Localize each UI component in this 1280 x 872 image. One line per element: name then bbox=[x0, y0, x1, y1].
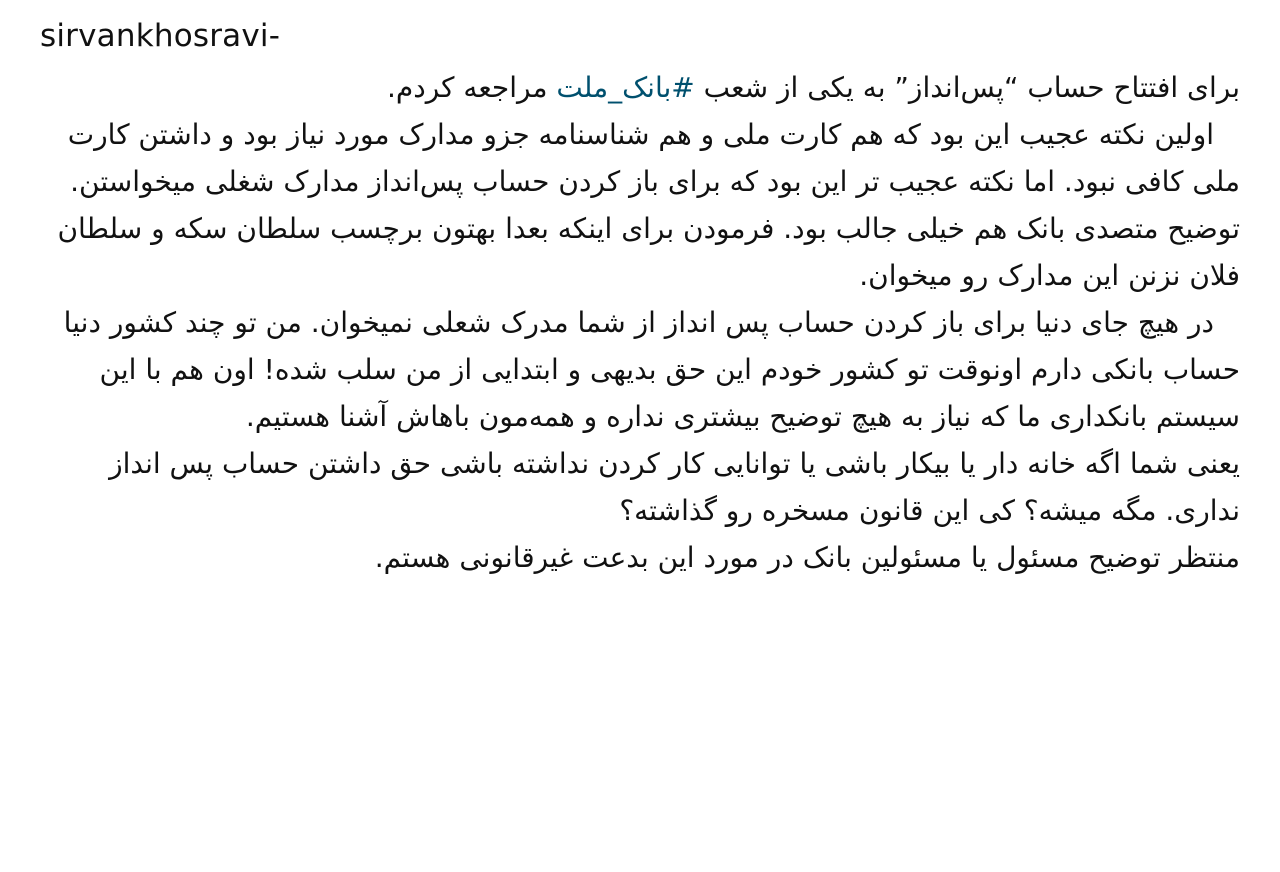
caption-body bbox=[40, 64, 1240, 581]
caption-text: برای افتتاح حساب “پس‌انداز” به یکی از شعب bbox=[694, 71, 1240, 104]
hashtag-link[interactable]: #بانک_ملت bbox=[556, 71, 695, 104]
caption-paragraph bbox=[40, 440, 1240, 534]
caption-text: یعنی شما اگه خانه دار یا بیکار باشی یا توانایی کار کردن نداشته باشی حق داشتن حساب پس انداز نداری. مگه میشه؟ کی این قانون مسخره رو گذاشته؟ bbox=[109, 447, 1240, 527]
caption-paragraph bbox=[40, 111, 1240, 299]
caption-paragraph bbox=[40, 64, 1240, 111]
caption-paragraph bbox=[40, 534, 1240, 581]
caption-text: مراجعه کردم. bbox=[387, 71, 557, 104]
post-header bbox=[40, 14, 1240, 58]
caption-text: در هیچ جای دنیا برای باز کردن حساب پس انداز از شما مدرک شعلی نمیخوان. من تو چند کشور دنیا حساب بانکی دارم اونوقت تو کشور خودم این حق بدیهی و ابتدایی از من سلب شده! اون هم با این سیستم بانکداری ما که نیاز به هیچ توضیح بیشتری نداره و همه‌مون باهاش آشنا هستیم. bbox=[63, 306, 1240, 433]
caption-text: اولین نکته عجیب این بود که هم کارت ملی و هم شناسنامه جزو مدارک مورد نیاز بود و داشتن کارت ملی کافی نبود. اما نکته عجیب تر این بود که برای باز کردن حساب پس‌انداز مدارک شغلی میخواستن. توضیح متصدی بانک هم خیلی جالب بود. فرمودن برای اینکه بعدا بهتون برچسب سلطان سکه و سلطان فلان نزنن این مدارک رو میخوان. bbox=[57, 118, 1240, 292]
caption-paragraph bbox=[40, 299, 1240, 440]
username-separator: - bbox=[268, 18, 281, 54]
username-link[interactable]: sirvankhosravi bbox=[40, 18, 269, 54]
caption-text: منتظر توضیح مسئول یا مسئولین بانک در مورد این بدعت غیرقانونی هستم. bbox=[374, 541, 1240, 574]
